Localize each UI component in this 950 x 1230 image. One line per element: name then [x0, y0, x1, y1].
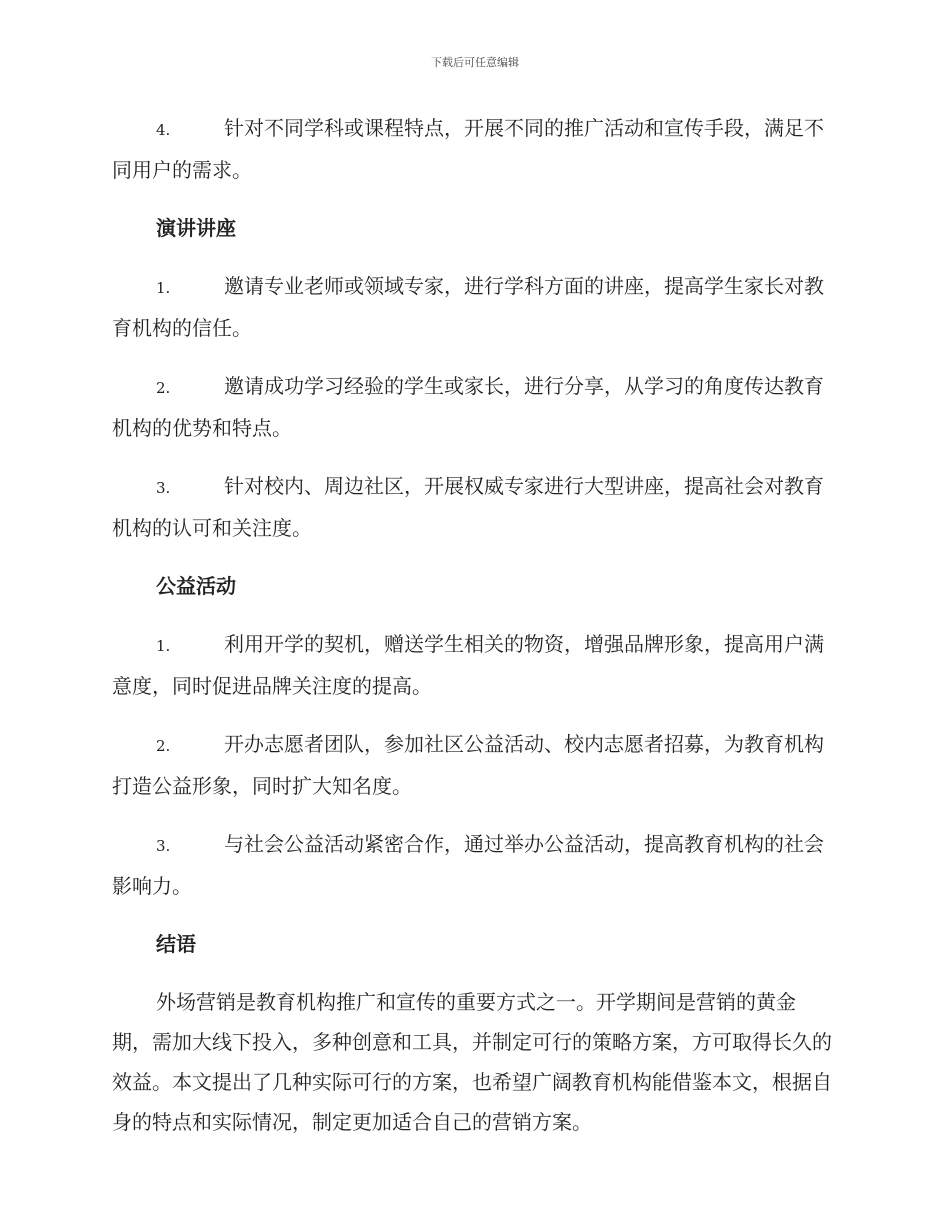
list-item-number: 2. [156, 737, 171, 755]
list-item-number: 1. [156, 637, 171, 655]
section-heading-charity: 公益活动 [156, 574, 236, 598]
list-item [112, 266, 832, 348]
list-item-text: 邀请成功学习经验的学生或家长，进行分享，从学习的角度传达教育机构的优势和特点。 [112, 374, 824, 440]
list-item-number: 3. [156, 837, 171, 855]
list-item-text: 开办志愿者团队，参加社区公益活动、校内志愿者招募，为教育机构打造公益形象，同时扩大知名度。 [112, 732, 824, 798]
list-item [112, 108, 832, 190]
list-item-number: 4. [156, 121, 171, 139]
list-item [112, 624, 832, 706]
list-item [112, 366, 832, 448]
section-heading-conclusion: 结语 [156, 932, 196, 956]
list-item [112, 466, 832, 548]
list-item [112, 724, 832, 806]
list-item-number: 2. [156, 379, 171, 397]
list-item-number: 3. [156, 479, 171, 497]
list-item-text: 针对校内、周边社区，开展权威专家进行大型讲座，提高社会对教育机构的认可和关注度。 [112, 474, 824, 540]
list-item-text: 与社会公益活动紧密合作，通过举办公益活动，提高教育机构的社会影响力。 [112, 832, 824, 898]
conclusion-paragraph: 外场营销是教育机构推广和宣传的重要方式之一。开学期间是营销的黄金期，需加大线下投入，多种创意和工具，并制定可行的策略方案，方可取得长久的效益。本文提出了几种实际可行的方案，也希望广阔教育机构能借鉴本文，根据自身的特点和实际情况，制定更加适合自己的营销方案。 [112, 990, 832, 1134]
list-item [112, 824, 832, 906]
list-item-text: 邀请专业老师或领域专家，进行学科方面的讲座，提高学生家长对教育机构的信任。 [112, 274, 824, 340]
list-item-text: 利用开学的契机，赠送学生相关的物资，增强品牌形象，提高用户满意度，同时促进品牌关注度的提高。 [112, 632, 824, 698]
document-body [112, 108, 832, 1142]
list-item-text: 针对不同学科或课程特点，开展不同的推广活动和宣传手段，满足不同用户的需求。 [112, 116, 824, 182]
page-header: 下载后可任意编辑 [431, 56, 519, 69]
list-item-number: 1. [156, 279, 171, 297]
section-heading-lectures: 演讲讲座 [156, 216, 236, 240]
